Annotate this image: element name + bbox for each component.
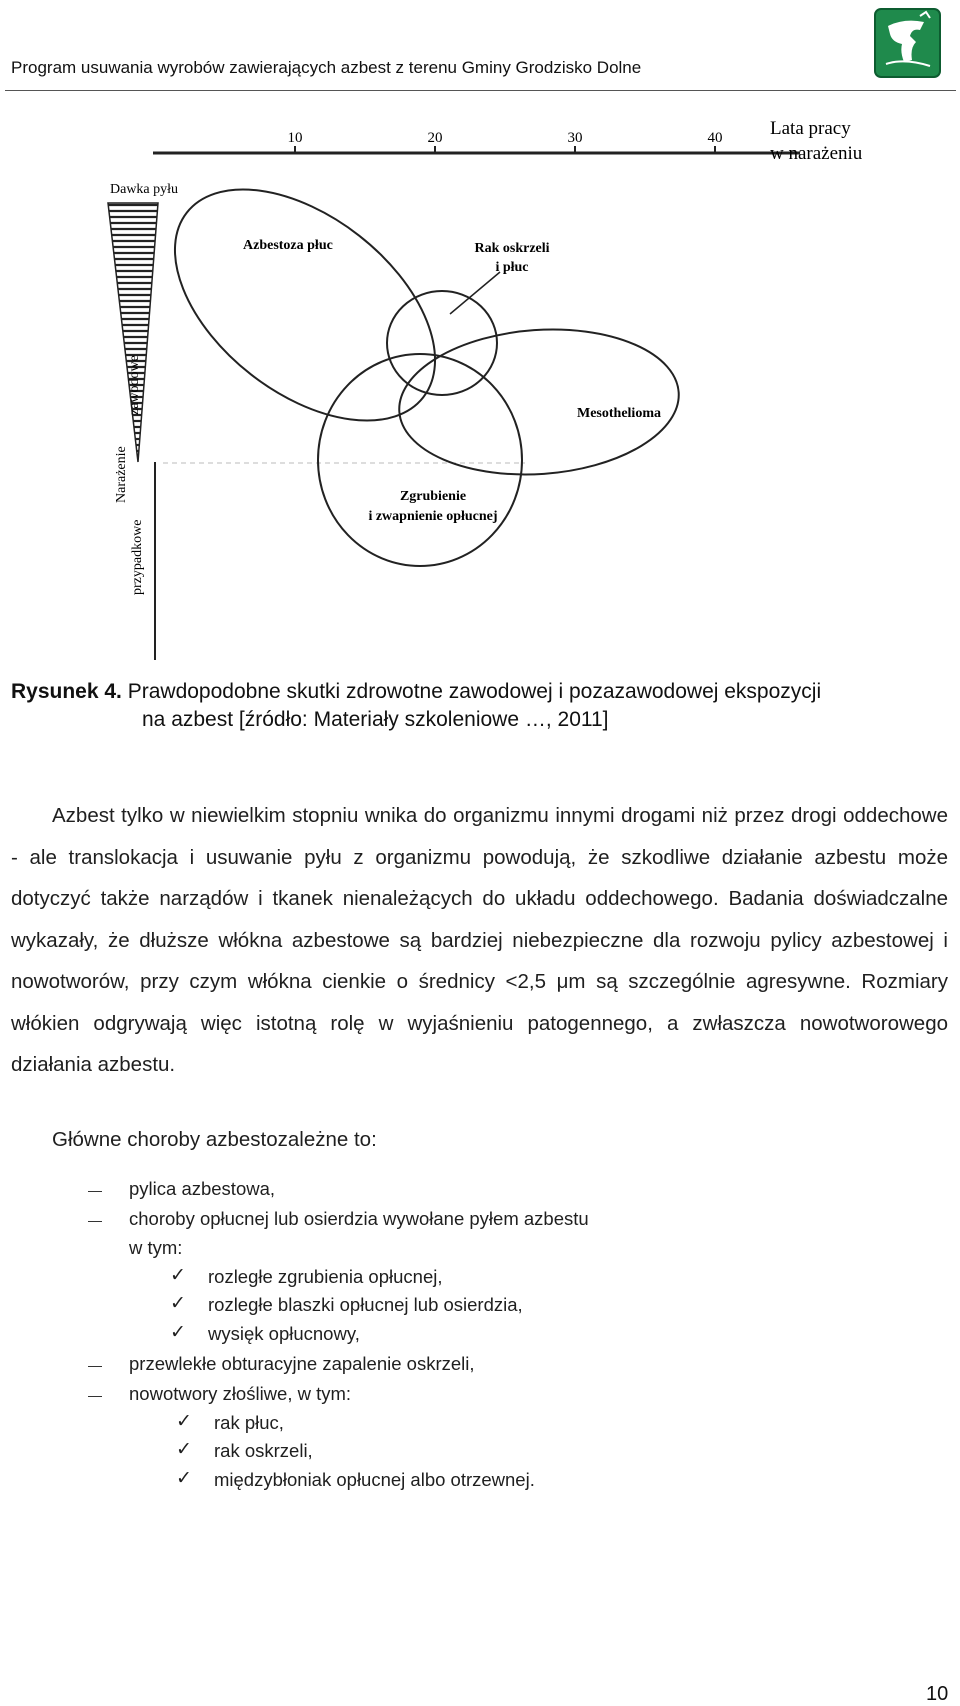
incidental-label: przypadkowe (130, 519, 145, 595)
asbestosis-ellipse (133, 143, 478, 466)
mesothelioma-label: Mesothelioma (577, 406, 661, 421)
dash-icon (88, 1191, 102, 1192)
list-item: nowotwory złośliwe, w tym: (129, 1383, 352, 1404)
caption-text: na azbest [źródło: Materiały szkoleniowe …, 2011] (142, 708, 609, 731)
sub-list-item: rak płuc, (214, 1412, 284, 1433)
pleura-ellipse (318, 354, 522, 566)
list-item: przewlekłe obturacyjne zapalenie oskrzeli, (129, 1353, 475, 1374)
axis-title: Lata pracy (770, 118, 851, 139)
sub-list-item: rozległe zgrubienia opłucnej, (208, 1266, 443, 1287)
dash-icon (88, 1366, 102, 1367)
asbestosis-label: Azbestoza płuc (243, 238, 333, 253)
list-intro: Główne choroby azbestozależne to: (52, 1128, 377, 1151)
asbestos-exposure-diagram (105, 110, 905, 670)
list-item: pylica azbestowa, (129, 1178, 276, 1199)
check-icon: ✓ (170, 1293, 186, 1314)
page-number: 10 (926, 1683, 949, 1705)
axis-tick: 10 (287, 130, 303, 146)
dose-funnel (108, 203, 158, 462)
check-icon: ✓ (170, 1322, 186, 1343)
figure-caption (11, 678, 821, 734)
list-item: choroby opłucnej lub osierdzia wywołane pyłem azbestu (129, 1208, 589, 1229)
document-header: Program usuwania wyrobów zawierających azbest z terenu Gminy Grodzisko Dolne (11, 58, 642, 77)
body-paragraph (11, 795, 948, 1086)
caption-text: Prawdopodobne skutki zdrowotne zawodowej i pozazawodowej ekspozycji (121, 680, 822, 703)
check-icon: ✓ (170, 1265, 186, 1286)
occupational-label: zawodowe (127, 355, 142, 415)
mesothelioma-ellipse (394, 320, 683, 483)
list-item: w tym: (129, 1237, 183, 1258)
dash-icon (88, 1221, 102, 1222)
check-icon: ✓ (176, 1439, 192, 1460)
caption-label: Rysunek 4. (11, 680, 122, 703)
municipality-logo-icon (874, 8, 941, 78)
header-divider (5, 90, 956, 91)
lung-cancer-label: Rak oskrzeli (474, 241, 550, 256)
dash-icon (88, 1396, 102, 1397)
axis-tick: 20 (427, 130, 443, 146)
occupational-label: Narażenie (114, 446, 129, 503)
check-icon: ✓ (176, 1468, 192, 1489)
check-icon: ✓ (176, 1411, 192, 1432)
lung-cancer-label: i płuc (495, 260, 529, 275)
axis-tick: 40 (707, 130, 723, 146)
sub-list-item: międzybłoniak opłucnej albo otrzewnej. (214, 1469, 535, 1490)
pleura-label: i zwapnienie opłucnej (368, 509, 498, 524)
axis-title: w narażeniu (770, 143, 863, 164)
sub-list-item: rak oskrzeli, (214, 1440, 313, 1461)
lung-cancer-ellipse (387, 291, 497, 395)
sub-list-item: wysięk opłucnowy, (208, 1323, 360, 1344)
sub-list-item: rozległe blaszki opłucnej lub osierdzia, (208, 1294, 523, 1315)
paragraph-text: Azbest tylko w niewielkim stopniu wnika do organizmu innymi drogami niż przez drogi oddechowe - ale translokacja i usuwanie pyłu z organizmu powodują, że szkodliwe działanie azbestu może dotyczyć także narządów i tkanek nienależących do układu oddechowego. Badania doświadczalne wykazały, że dłuższe włókna azbestowe są bardziej niebezpieczne dla rozwoju pylicy azbestowej i nowotworów, przy czym włókna cienkie o średnicy <2,5 μm są szczególnie agresywne. Rozmiary włókien odgrywają więc istotną rolę w wyjaśnieniu patogennego, a zwłaszcza nowotworowego działania azbestu. (11, 804, 948, 1076)
axis-tick: 30 (567, 130, 583, 146)
pleura-label: Zgrubienie (399, 489, 467, 504)
dose-label: Dawka pyłu (110, 182, 179, 197)
